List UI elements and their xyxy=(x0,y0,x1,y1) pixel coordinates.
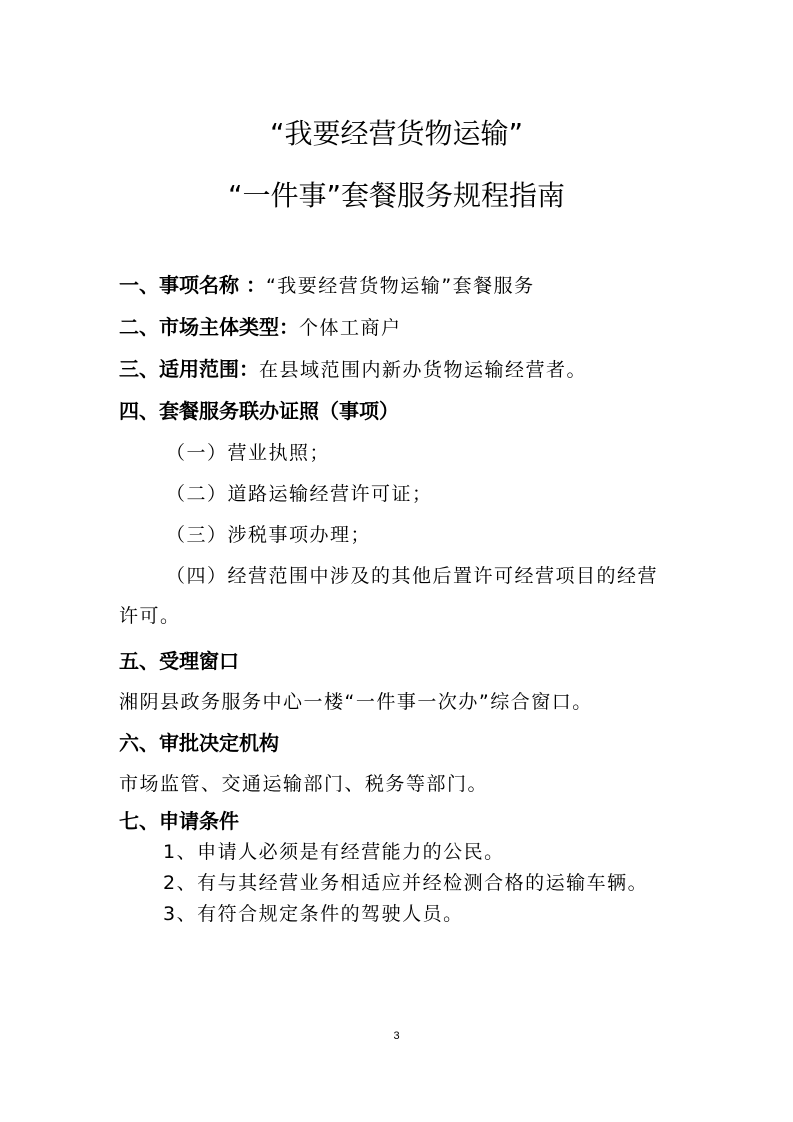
section-3-heading: 三、适用范围： xyxy=(119,357,259,381)
section-2 xyxy=(119,314,719,341)
section-7 xyxy=(119,808,719,835)
section-4 xyxy=(119,398,719,425)
title-line-2: “一件事”套餐服务规程指南 xyxy=(227,179,565,212)
section-6-heading: 六、审批决定机构 xyxy=(119,731,279,755)
section-4-continuation: 许可。 xyxy=(119,605,181,627)
section-7-item-3: 3、有符合规定条件的驾驶人员。 xyxy=(163,903,464,925)
section-2-body: 个体工商户 xyxy=(299,317,402,339)
section-1-body: “我要经营货物运输”套餐服务 xyxy=(265,275,535,297)
section-6 xyxy=(119,730,719,757)
title-line-1: “我要经营货物运输” xyxy=(269,117,523,150)
section-1 xyxy=(119,272,719,299)
section-3 xyxy=(119,356,719,383)
section-4-item-1: （一）营业执照； xyxy=(166,442,331,464)
section-3-body: 在县域范围内新办货物运输经营者。 xyxy=(259,359,588,381)
section-4-item-3: （三）涉税事项办理； xyxy=(166,524,372,546)
section-5 xyxy=(119,648,719,675)
section-5-heading: 五、受理窗口 xyxy=(119,649,239,673)
section-7-item-2: 2、有与其经营业务相适应并经检测合格的运输车辆。 xyxy=(163,872,649,894)
page-number: 3 xyxy=(393,1030,400,1042)
section-1-heading: 一、事项名称 ： xyxy=(119,273,266,297)
section-6-body: 市场监管、交通运输部门、税务等部门。 xyxy=(119,773,489,795)
section-5-body: 湘阴县政务服务中心一楼“一件事一次办”综合窗口。 xyxy=(119,691,593,713)
section-7-heading: 七、申请条件 xyxy=(119,809,239,833)
section-4-item-2: （二）道路运输经营许可证； xyxy=(166,483,433,505)
section-7-item-1: 1、申请人必须是有经营能力的公民。 xyxy=(163,841,505,863)
section-2-heading: 二、市场主体类型： xyxy=(119,315,299,339)
section-4-item-4: （四）经营范围中涉及的其他后置许可经营项目的经营 xyxy=(166,565,659,587)
section-4-heading: 四、套餐服务联办证照（事项） xyxy=(119,399,399,423)
